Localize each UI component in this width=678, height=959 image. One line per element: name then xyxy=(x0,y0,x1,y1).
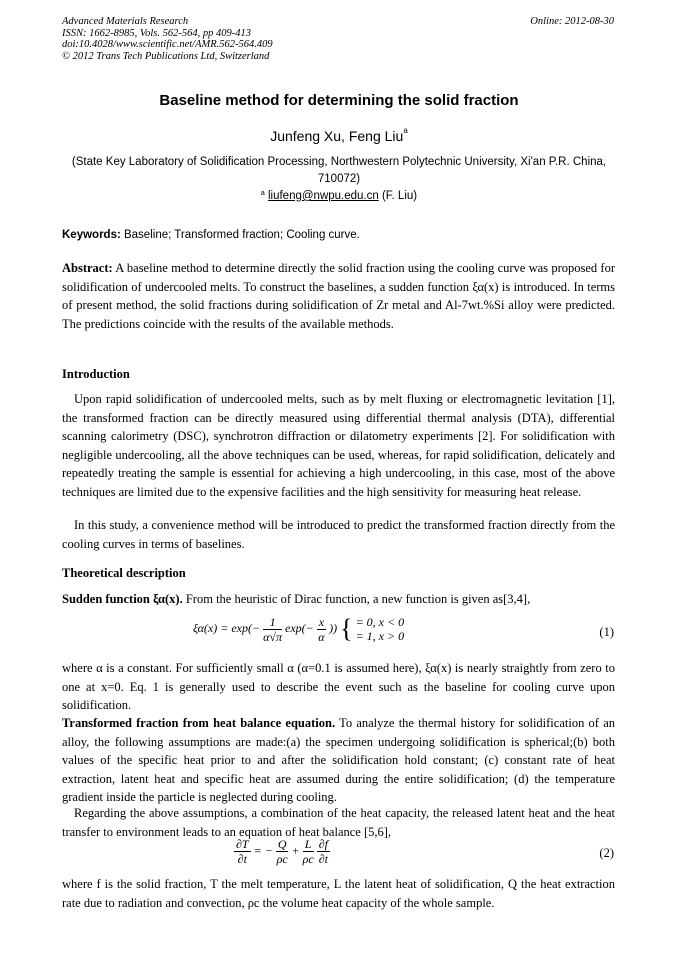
eq1-frac1 xyxy=(263,615,282,644)
journal-name: Advanced Materials Research xyxy=(62,16,189,27)
eq1-close: )) xyxy=(329,620,338,635)
eq1-num2: x xyxy=(318,614,325,629)
after-eq2-paragraph: where f is the solid fraction, T the melt temperature, L the latent heat of solidification, Q the heat extraction rate due to radiation and convection, ρc the volume heat capacity of the whole sample. xyxy=(62,877,615,910)
keywords-label: Keywords: xyxy=(62,229,121,241)
eq2-n2: Q xyxy=(277,837,287,851)
sudden-label: Sudden function ξα(x). xyxy=(62,592,183,606)
eq1-frac2 xyxy=(317,615,326,644)
eq1-den: α√π xyxy=(263,629,283,644)
keywords-text: Baseline; Transformed fraction; Cooling curve. xyxy=(120,229,360,241)
eq2-d1: ∂t xyxy=(237,852,247,866)
eq2-n4: ∂f xyxy=(318,837,328,851)
eq1-brace: { xyxy=(340,614,353,643)
paper-title: Baseline method for determining the solid fraction xyxy=(159,92,519,109)
eq2-frac1 xyxy=(234,837,251,866)
online-date: Online: 2012-08-30 xyxy=(530,16,614,27)
eq2-frac3 xyxy=(303,837,314,866)
doi: doi:10.4028/www.scientific.net/AMR.562-564.409 xyxy=(62,39,273,50)
intro-paragraph-2: In this study, a convenience method will be introduced to predict the transformed fraction directly from the cooling curves in terms of baselines. xyxy=(62,518,615,551)
eq2-n3: L xyxy=(303,837,314,852)
copyright: © 2012 Trans Tech Publications Ltd, Switzerland xyxy=(62,50,270,62)
eq1-case1: = 0, x < 0 xyxy=(355,615,405,629)
email-sup: a xyxy=(260,190,265,197)
transformed-fraction-paragraph xyxy=(62,714,615,807)
eq1-num: 1 xyxy=(263,615,282,630)
email-line xyxy=(0,190,678,202)
eq1-lhs: ξα(x) = exp(− xyxy=(193,620,261,635)
abstract-text: A baseline method to determine directly the solid fraction using the cooling curve was proposed for solidification of undercooled melts. To construct the baselines, a sudden function ξα(x) is introduced. In terms of present method, the solid fractions during solidification of Zr metal and Al-7wt.%Si alloy were predicted. The predictions coincide with the results of the available methods. xyxy=(62,261,615,331)
eq2-frac2 xyxy=(276,837,289,866)
eq1-mid: exp(− xyxy=(285,620,314,635)
authors xyxy=(0,128,678,144)
after-eq1-paragraph: where α is a constant. For sufficiently small α (α=0.1 is assumed here), ξα(x) is nearly straightly from zero to one at x=0. Eq. 1 is generally used to describe the event such as the baseline for cooling curve upon solidification. xyxy=(62,661,615,712)
eq1-case2: = 1, x > 0 xyxy=(355,629,405,643)
eq1-cases xyxy=(356,615,405,643)
eq2-n1: ∂T xyxy=(236,837,249,851)
transformed-text: To analyze the thermal history for solidification of an alloy, the following assumptions are made:(a) the specimen undergoing solidification is spherical;(b) both values of the specific heat prior to and after the solidification hold constant; (c) constant rate of heat extraction, latent heat and specific heat are assumed during the entire solidification; (d) the temperature gradient inside the particle is neglected during cooling. xyxy=(62,716,615,804)
eq1-number: (1) xyxy=(599,625,614,639)
eq1-den2: α xyxy=(318,629,325,644)
eq2-d2: ρc xyxy=(276,852,288,866)
eq2-d3: ρc xyxy=(302,852,314,866)
equation-2 xyxy=(234,837,330,866)
issn: ISSN: 1662-8985, Vols. 562-564, pp 409-413 xyxy=(62,27,251,39)
eq2-plus: + xyxy=(291,843,300,858)
regarding-paragraph: Regarding the above assumptions, a combination of the heat capacity, the released latent heat and the heat transfer to environment leads to an equation of heat balance [5,6], xyxy=(62,806,615,839)
equation-1 xyxy=(193,614,404,644)
sudden-text: From the heuristic of Dirac function, a new function is given as[3,4], xyxy=(182,592,531,606)
eq2-eq: = − xyxy=(253,843,273,858)
abstract-label: Abstract: xyxy=(62,261,113,275)
journal-header xyxy=(62,16,273,62)
intro-paragraph-1: Upon rapid solidification of undercooled melts, such as by melt fluxing or electromagnetic levitation [1], the transformed fraction can be directly measured using differential thermal analysis (DTA), differential scanning calorimetry (DSC), synchrotron diffraction or dilatometry experiments [2]. For solidification with negligible undercooling, all the above techniques can be used, whereas, for rapid solidification, delicately and repeatedly treating the sample is essential for achieving a high undercooling, in this case, most of the above techniques are limited due to the expensive facilities and the high sensitivity for measuring heat release. xyxy=(62,392,615,499)
email-link[interactable]: liufeng@nwpu.edu.cn xyxy=(267,190,379,202)
email-suffix: (F. Liu) xyxy=(378,190,418,202)
intro-heading: Introduction xyxy=(62,367,130,381)
eq2-frac4 xyxy=(317,837,330,866)
keywords xyxy=(62,229,616,241)
affiliation: (State Key Laboratory of Solidification Processing, Northwestern Polytechnic University, Xi'an P.R. China, 710072) xyxy=(71,156,607,185)
eq2-number: (2) xyxy=(599,846,614,860)
author-names: Junfeng Xu, Feng Liu xyxy=(270,128,404,144)
sudden-function-paragraph xyxy=(62,590,615,609)
theory-heading: Theoretical description xyxy=(62,566,186,580)
eq2-d4: ∂t xyxy=(318,852,328,866)
author-sup: a xyxy=(403,126,408,135)
abstract xyxy=(62,259,615,333)
transformed-label: Transformed fraction from heat balance equation. xyxy=(62,716,336,730)
